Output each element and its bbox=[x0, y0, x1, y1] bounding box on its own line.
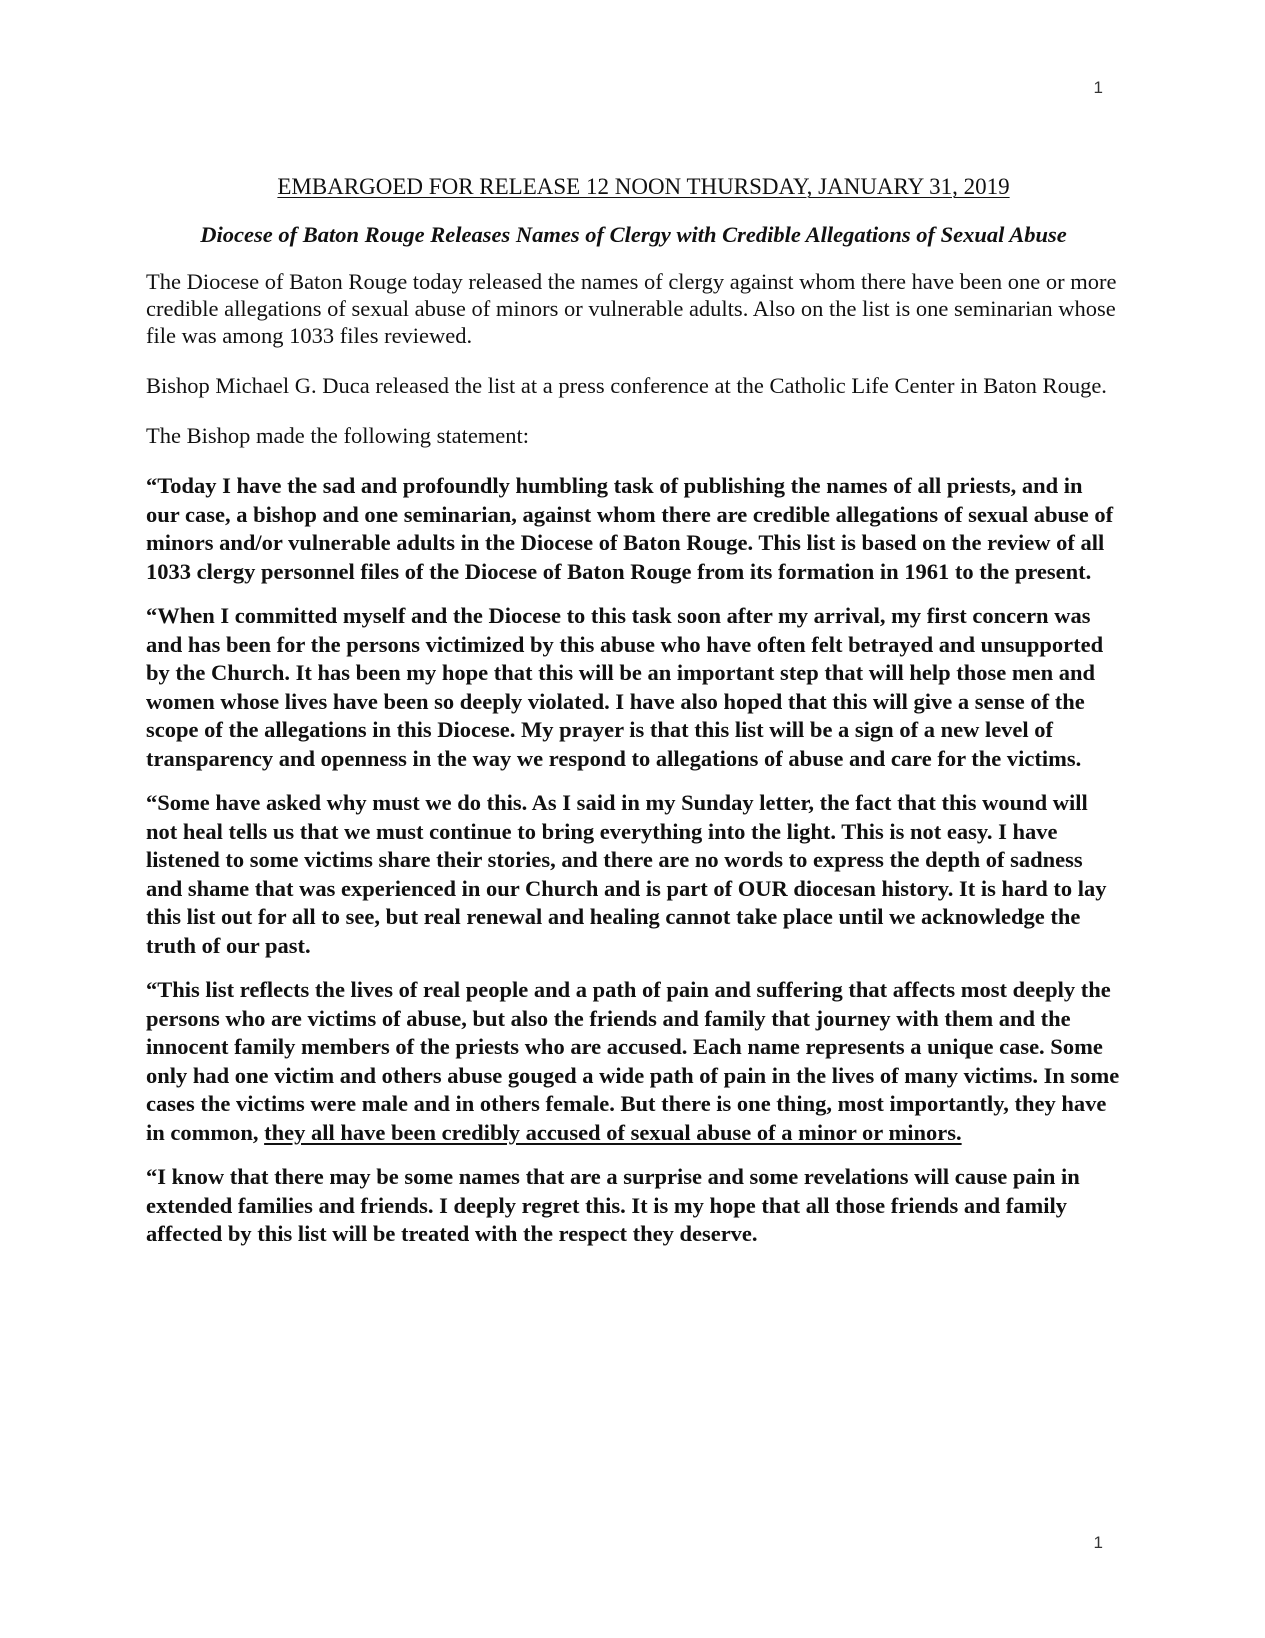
statement-paragraph-2: “When I committed myself and the Diocese to this task soon after my arrival, my first concern was and has been for the persons victimized by this abuse who have often felt betrayed and unsupported by the Church. It has been my hope that this will be an important step that will help those men and women whose lives have been so deeply violated. I have also hoped that this will give a sense of the scope of the allegations in this Diocese. My prayer is that this list will be a sign of a new level of transparency and openness in the way we respond to allegations of abuse and care for the victims. bbox=[146, 603, 1104, 771]
press-conference-paragraph: Bishop Michael G. Duca released the list at a press conference at the Catholic Life Center in Baton Rouge. bbox=[146, 373, 1107, 398]
statement-paragraph-4-text: “This list reflects the lives of real people and a path of pain and suffering that affects most deeply the persons who are victims of abuse, but also the friends and family that journey with them and the innocent family members of the priests who are accused. Each name represents a unique case. Some only had one victim and others abuse gouged a wide path of pain in the lives of many victims. In some cases the victims were male and in others female. But there is one thing, most importantly, they have in common, bbox=[146, 977, 1120, 1145]
statement-paragraph-5: “I know that there may be some names that are a surprise and some revelations will cause pain in extended families and friends. I deeply regret this. It is my hope that all those friends and family affected by this list will be treated with the respect they deserve. bbox=[146, 1164, 1080, 1246]
statement-paragraph-4 bbox=[146, 976, 1121, 1147]
statement-paragraph-1: “Today I have the sad and profoundly humbling task of publishing the names of all priests, and in our case, a bishop and one seminarian, against whom there are credible allegations of sexual abuse of minors and/or vulnerable adults in the Diocese of Baton Rouge. This list is based on the review of all 1033 clergy personnel files of the Diocese of Baton Rouge from its formation in 1961 to the present. bbox=[146, 473, 1114, 584]
headline: Diocese of Baton Rouge Releases Names of Clergy with Credible Allegations of Sexual Abuse bbox=[200, 222, 1067, 247]
intro-paragraph: The Diocese of Baton Rouge today released the names of clergy against whom there have been one or more credible allegations of sexual abuse of minors or vulnerable adults. Also on the list is one seminarian whose file was among 1033 files reviewed. bbox=[146, 269, 1117, 348]
page-number-bottom: 1 bbox=[1093, 1533, 1103, 1552]
statement-paragraph-4-underlined: they all have been credibly accused of sexual abuse of a minor or minors. bbox=[264, 1119, 962, 1145]
document-body bbox=[146, 172, 1121, 1265]
embargo-line: EMBARGOED FOR RELEASE 12 NOON THURSDAY, JANUARY 31, 2019 bbox=[277, 174, 1010, 199]
page-number-top: 1 bbox=[1093, 78, 1103, 97]
statement-paragraph-3: “Some have asked why must we do this. As I said in my Sunday letter, the fact that this wound will not heal tells us that we must continue to bring everything into the light. This is not easy. I have listened to some victims share their stories, and there are no words to express the depth of sadness and shame that was experienced in our Church and is part of OUR diocesan history. It is hard to lay this list out for all to see, but real renewal and healing cannot take place until we acknowledge the truth of our past. bbox=[146, 790, 1107, 958]
statement-intro: The Bishop made the following statement: bbox=[146, 423, 530, 448]
